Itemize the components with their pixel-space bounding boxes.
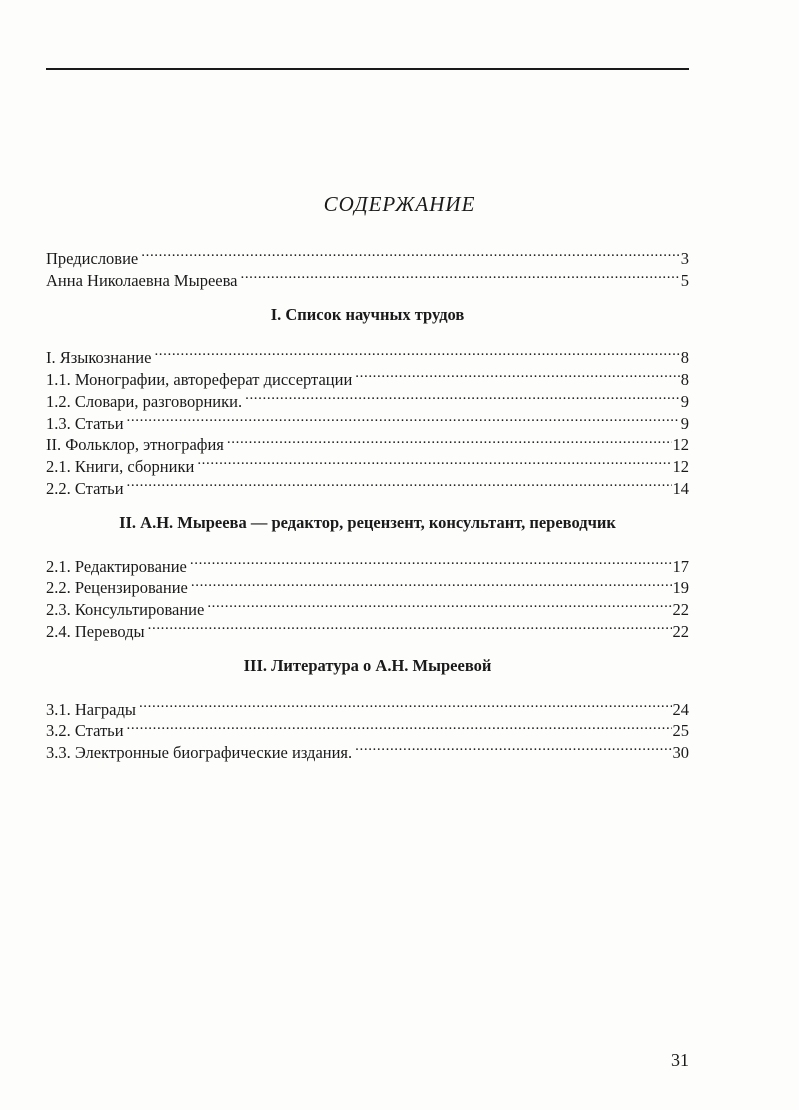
- toc-entry: [46, 264, 689, 290]
- toc-entry-label: 3.2. Статьи: [46, 721, 124, 741]
- dot-leader: [141, 242, 680, 264]
- dot-leader: [148, 615, 672, 637]
- toc-entry-page: 19: [672, 578, 689, 598]
- dot-leader: [190, 550, 672, 572]
- dot-leader: [240, 264, 679, 286]
- toc-entry: [46, 715, 689, 741]
- toc-entry-label: Предисловие: [46, 248, 139, 268]
- dot-leader: [355, 363, 679, 385]
- toc-entry-label: 2.2. Статьи: [46, 478, 124, 498]
- toc-entry-label: Анна Николаевна Мыреева: [46, 270, 238, 290]
- toc-entry-page: 30: [672, 743, 689, 763]
- toc-entry-label: 1.1. Монографии, автореферат диссертации: [46, 369, 353, 389]
- toc-entry-label: 3.1. Награды: [46, 699, 136, 719]
- dot-leader: [245, 385, 680, 407]
- section-heading: I. Список научных трудов: [270, 304, 465, 324]
- dot-leader: [139, 693, 672, 715]
- toc-entry-page: 9: [680, 391, 689, 411]
- dot-leader: [154, 341, 679, 363]
- toc-entry-page: 9: [680, 413, 689, 433]
- page-number: 31: [671, 1050, 689, 1070]
- toc-entry: [46, 429, 689, 455]
- toc-entry-label: II. Фольклор, этнография: [46, 435, 224, 455]
- toc-entry-page: 22: [672, 600, 689, 620]
- section-heading: II. А.Н. Мыреева — редактор, рецензент, консультант, переводчик: [119, 512, 616, 532]
- toc-entry-page: 24: [672, 699, 689, 719]
- dot-leader: [127, 407, 680, 429]
- toc-entry: [46, 736, 689, 763]
- toc-entry: [46, 407, 689, 433]
- header-rule: [46, 68, 689, 70]
- toc-entry-label: 1.3. Статьи: [46, 413, 124, 433]
- toc-entry-page: 3: [680, 248, 689, 268]
- toc-entry-page: 12: [672, 435, 689, 455]
- toc-entry-page: 14: [672, 478, 689, 498]
- toc-entry: [46, 472, 689, 498]
- dot-leader: [355, 736, 671, 758]
- toc-entry-label: 2.1. Редактирование: [46, 556, 187, 576]
- toc-entry: [46, 242, 689, 268]
- dot-leader: [207, 593, 671, 615]
- toc-entry: [46, 693, 689, 719]
- dot-leader: [127, 472, 672, 494]
- table-of-contents: [46, 242, 689, 763]
- toc-entry-page: 17: [672, 556, 689, 576]
- toc-entry-label: 1.2. Словари, разговорники.: [46, 391, 243, 411]
- toc-entry: [46, 341, 689, 368]
- toc-entry-page: 8: [680, 369, 689, 389]
- toc-entry-label: 2.4. Переводы: [46, 621, 145, 641]
- toc-entry-label: I. Языкознание: [46, 348, 152, 368]
- toc-entry-label: 3.3. Электронные биографические издания.: [46, 743, 353, 763]
- dot-leader: [191, 572, 672, 594]
- dot-leader: [197, 450, 671, 472]
- toc-entry-label: 2.3. Консультирование: [46, 600, 205, 620]
- toc-entry-label: 2.2. Рецензирование: [46, 578, 188, 598]
- toc-entry-label: 2.1. Книги, сборники: [46, 457, 195, 477]
- dot-leader: [227, 429, 672, 451]
- toc-entry-page: 8: [680, 348, 689, 368]
- toc-entry-page: 22: [672, 621, 689, 641]
- toc-entry: [46, 550, 689, 576]
- toc-entry-page: 12: [672, 457, 689, 477]
- toc-entry-page: 25: [672, 721, 689, 741]
- toc-title: СОДЕРЖАНИЕ: [323, 192, 476, 216]
- section-heading: III. Литература о А.Н. Мыреевой: [243, 655, 492, 675]
- toc-entry-page: 5: [680, 270, 689, 290]
- dot-leader: [127, 715, 672, 737]
